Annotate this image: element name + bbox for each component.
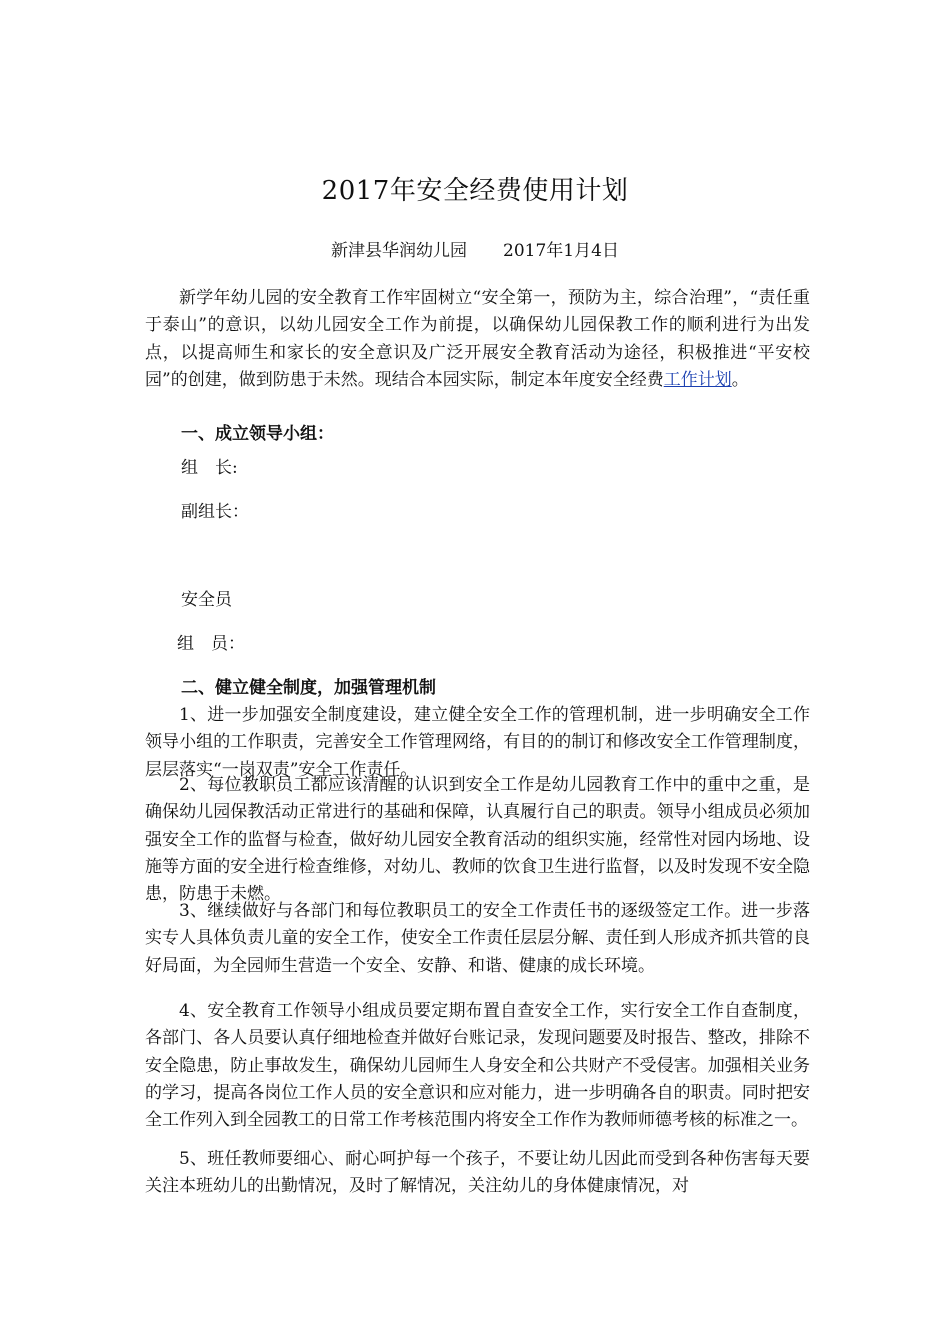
member-label: 组 员： xyxy=(177,634,245,654)
paragraph-1: 1、进一步加强安全制度建设，建立健全安全工作的管理机制，进一步明确安全工作领导小组的工作职责，完善安全工作管理网络，有目的的制订和修改安全工作管理制度，层层落实“一岗双责”安全工作责任。 xyxy=(145,705,810,780)
paragraph-4: 4、安全教育工作领导小组成员要定期布置自查安全工作，实行安全工作自查制度，各部门、各人员要认真仔细地检查并做好台账记录，发现问题要及时报告、整改，排除不安全隐患，防止事故发生，确保幼儿园师生人身安全和公共财产不受侵害。加强相关业务的学习，提高各岗位工作人员的安全意识和应对能力，进一步明确各自的职责。同时把安全工作列入到全园教工的日常工作考核范围内将安全工作作为教师师德考核的标准之一。 xyxy=(145,1001,810,1131)
paragraph-2: 2、每位教职员工都应该清醒的认识到安全工作是幼儿园教育工作中的重中之重，是确保幼儿园保教活动正常进行的基础和保障，认真履行自己的职责。领导小组成员必须加强安全工作的监督与检查，做好幼儿园安全教育活动的组织实施，经常性对园内场地、设施等方面的安全进行检查维修，对幼儿、教师的饮食卫生进行监督，以及时发现不安全隐患，防患于未燃。 xyxy=(145,775,810,905)
intro-end: 。 xyxy=(731,369,749,390)
document-byline xyxy=(0,236,950,261)
leader-label: 组 长: xyxy=(181,458,238,478)
deputy-leader-label: 副组长： xyxy=(181,502,249,522)
paragraph-3: 3、继续做好与各部门和每位教职员工的安全工作责任书的逐级签定工作。进一步落实专人具体负责儿童的安全工作，使安全工作责任层层分解、责任到人形成齐抓共管的良好局面，为全园师生营造一个安全、安静、和谐、健康的成长环境。 xyxy=(145,901,810,976)
work-plan-link[interactable]: 工作计划 xyxy=(663,369,732,390)
section-2-heading: 二、健立健全制度，加强管理机制 xyxy=(181,678,436,698)
document-date: 2017年1月4日 xyxy=(503,241,619,261)
intro-text: 新学年幼儿园的安全教育工作牢固树立“安全第一，预防为主，综合治理”，“责任重于泰山”的意识，以幼儿园安全工作为前提，以确保幼儿园保教工作的顺利进行为出发点，以提高师生和家长的安全意识及广泛开展安全教育活动为途径，积极推进“平安校园”的创建，做到防患于未然。现结合本园实际，制定本年度安全经费 xyxy=(145,288,810,390)
paragraph-5: 5、班任教师要细心、耐心呵护每一个孩子，不要让幼儿因此而受到各种伤害每天要关注本班幼儿的出勤情况，及时了解情况，关注幼儿的身体健康情况，对 xyxy=(145,1149,810,1197)
intro-paragraph xyxy=(145,285,810,394)
organization-name: 新津县华润幼儿园 xyxy=(331,241,468,261)
section-1-heading: 一、成立领导小组： xyxy=(181,424,334,444)
document-title: 2017年安全经费使用计划 xyxy=(321,176,629,206)
safety-officer-label: 安全员 xyxy=(181,590,232,610)
